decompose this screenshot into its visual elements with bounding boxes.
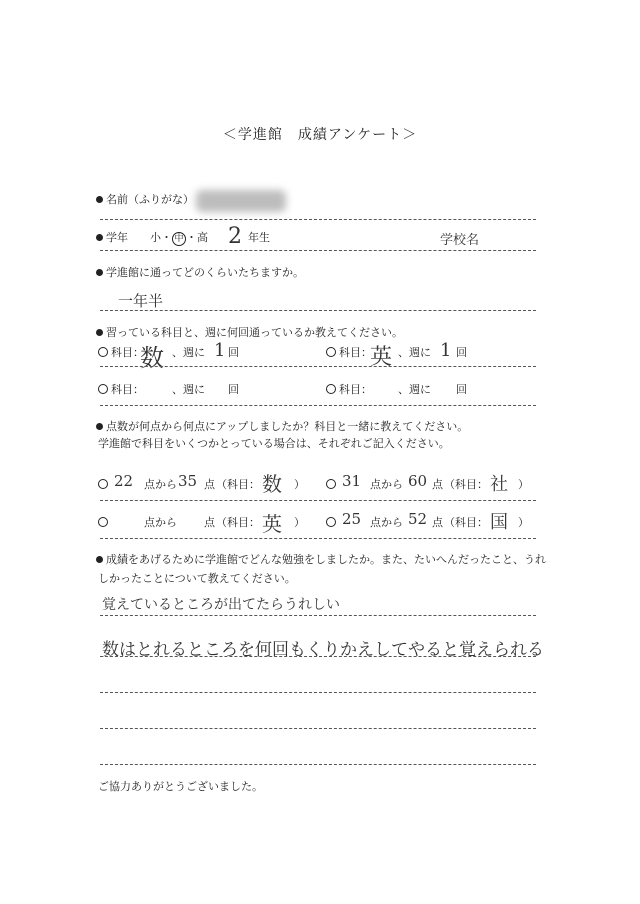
q3-circle-2 <box>326 478 339 492</box>
bullet-icon <box>96 234 103 241</box>
q4-line-2 <box>100 656 536 657</box>
q3-subject-4: 国 <box>490 512 508 533</box>
from-label: 点から <box>370 478 403 491</box>
q2-row-3 <box>98 383 144 397</box>
q3-label: 点数が何点から何点にアップしましたか？科目と一緒に教えてください。 <box>106 420 469 433</box>
q3-subject-1: 数 <box>262 472 282 496</box>
from-label: 点から <box>144 478 177 491</box>
grade-options: 小・ 中 ・高 <box>150 231 208 244</box>
subject-label: （科目： <box>216 516 260 529</box>
times-label: 回 <box>228 346 239 359</box>
circle-icon <box>326 347 336 357</box>
times-label: 回 <box>456 346 467 359</box>
grade-option-middle-selected: 中 <box>172 232 186 246</box>
subject-label: 科目： <box>111 346 144 359</box>
circle-icon <box>98 479 108 489</box>
q1-label-row <box>96 266 304 280</box>
close-paren: ） <box>518 516 529 529</box>
q2-count-2: 1 <box>440 340 452 361</box>
grade-line <box>100 250 536 251</box>
q3-label-row <box>96 420 468 434</box>
q3-from-2: 31 <box>342 472 362 490</box>
grade-suffix: 年生 <box>248 231 270 244</box>
name-line <box>100 219 536 220</box>
q1-line <box>100 310 536 311</box>
q3-circle-1 <box>98 478 111 492</box>
subject-label: 科目： <box>339 383 372 396</box>
subject-label: （科目： <box>444 478 488 491</box>
q1-label: 学進館に通ってどのくらいたちますか。 <box>106 266 304 279</box>
grade-label: 学年 <box>106 231 128 244</box>
q4-line-4 <box>100 728 536 729</box>
week-label: 、週に <box>172 383 205 396</box>
q3-to-4: 52 <box>408 510 428 528</box>
q2-label: 習っている科目と、週に何回通っているか教えてください。 <box>106 326 403 339</box>
name-label-row <box>96 193 194 207</box>
q4-label-row <box>96 553 546 567</box>
subject-label: 科目： <box>111 383 144 396</box>
circle-icon <box>98 347 108 357</box>
q3-from-1: 22 <box>114 472 134 490</box>
to-label: 点 <box>432 478 443 491</box>
q2-row-2 <box>326 346 372 360</box>
q3-subject-3: 英 <box>262 512 282 536</box>
q2-line-2 <box>100 405 536 406</box>
q4-line-5 <box>100 764 536 765</box>
q2-subject-2: 英 <box>370 345 393 370</box>
from-label: 点から <box>144 516 177 529</box>
close-paren: ） <box>294 478 305 491</box>
bullet-icon <box>96 556 103 563</box>
q3-line-2 <box>100 538 536 539</box>
week-label: 、週に <box>172 346 205 359</box>
q4-line-1 <box>100 615 536 616</box>
q1-answer: 一年半 <box>118 292 164 310</box>
q2-subject-1: 数 <box>140 344 164 372</box>
to-label: 点 <box>204 516 215 529</box>
page-title: ＜学進館 成績アンケート＞ <box>222 127 418 143</box>
times-label: 回 <box>228 383 239 396</box>
times-label: 回 <box>456 383 467 396</box>
q2-row-4 <box>326 383 372 397</box>
to-label: 点 <box>204 478 215 491</box>
q3-sublabel: 学進館で科目をいくつかとっている場合は、それぞれご記入ください。 <box>98 437 450 450</box>
q4-line-3 <box>100 692 536 693</box>
circle-icon <box>326 479 336 489</box>
q4-answer-2: 数はとれるところを何回もくりかえしてやると覚えられる <box>102 640 544 660</box>
week-label: 、週に <box>398 383 431 396</box>
subject-label: 科目： <box>339 346 372 359</box>
subject-label: （科目： <box>444 516 488 529</box>
grade-option-high: 高 <box>197 231 208 244</box>
circle-icon <box>98 517 108 527</box>
bullet-icon <box>96 423 103 430</box>
from-label: 点から <box>370 516 403 529</box>
q3-from-4: 25 <box>342 510 362 528</box>
to-label: 点 <box>432 516 443 529</box>
q4-label-2: しかったことについて教えてください。 <box>98 572 296 585</box>
grade-option-elementary: 小 <box>150 231 161 244</box>
week-label: 、週に <box>398 346 431 359</box>
bullet-icon <box>96 196 103 203</box>
subject-label: （科目： <box>216 478 260 491</box>
circle-icon <box>98 384 108 394</box>
circle-icon <box>326 384 336 394</box>
q3-circle-3 <box>98 516 111 530</box>
q3-subject-2: 社 <box>490 474 508 495</box>
q3-circle-4 <box>326 516 339 530</box>
q3-line-1 <box>100 500 536 501</box>
close-paren: ） <box>294 516 305 529</box>
q2-count-1: 1 <box>214 340 226 361</box>
name-label: 名前（ふりがな） <box>106 193 194 206</box>
bullet-icon <box>96 269 103 276</box>
grade-label-row <box>96 231 128 245</box>
circle-icon <box>326 517 336 527</box>
q4-label: 成績をあげるために学進館でどんな勉強をしましたか。また、たいへんだったこと、うれ <box>106 553 546 566</box>
q3-to-1: 35 <box>178 472 198 490</box>
close-paren: ） <box>518 478 529 491</box>
q4-answer-1: 覚えているところが出てたらうれしい <box>102 597 340 613</box>
q2-line-1 <box>100 366 536 367</box>
school-name-label: 学校名 <box>440 233 480 248</box>
closing-text: ご協力ありがとうございました。 <box>98 780 263 793</box>
q3-to-2: 60 <box>408 472 428 490</box>
bullet-icon <box>96 329 103 336</box>
q2-row-1 <box>98 346 144 360</box>
blurred-name <box>196 190 286 212</box>
grade-value: 2 <box>228 224 242 249</box>
